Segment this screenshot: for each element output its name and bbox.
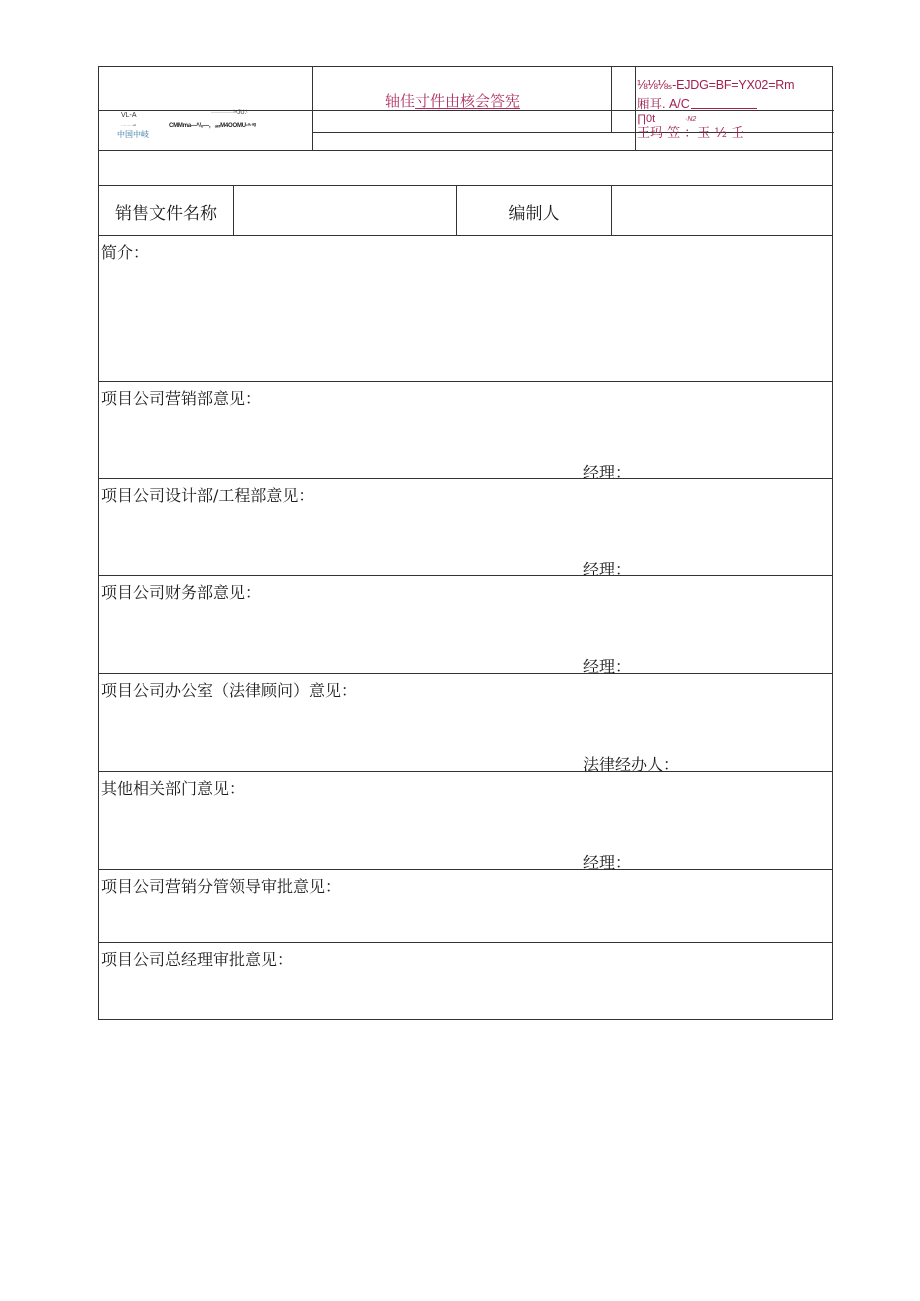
- office-opinion-section[interactable]: [99, 673, 832, 774]
- review-form: [98, 185, 833, 1020]
- finance-opinion-section[interactable]: [99, 575, 832, 676]
- office-opinion-label: 项目公司办公室（法律顾问）意见：: [101, 681, 358, 700]
- header-divider: [99, 110, 312, 111]
- document-page-note: ·N2: [685, 116, 697, 123]
- other-departments-label: 其他相关部门意见：: [101, 779, 246, 798]
- form-header: [98, 66, 833, 151]
- marketing-leader-approval-section[interactable]: [99, 869, 832, 943]
- document-page: ∏0t: [637, 113, 656, 125]
- general-manager-approval-label: 项目公司总经理审批意见：: [101, 950, 294, 969]
- design-manager-signature: 经理：: [583, 560, 632, 579]
- author-field[interactable]: [612, 186, 832, 236]
- document-info-row: [99, 186, 832, 236]
- marketing-leader-approval-label: 项目公司营销分管领导审批意见：: [101, 877, 342, 896]
- marketing-opinion-section[interactable]: [99, 381, 832, 482]
- document-clipped-text: 王玛 笠 ：玉 ¹⁄₂ 壬: [637, 126, 745, 141]
- form-title: [385, 90, 520, 111]
- logo-text: ·········ᵃᵈ: [121, 123, 136, 128]
- design-opinion-section[interactable]: [99, 478, 832, 579]
- header-divider: [635, 67, 636, 150]
- header-divider: [611, 67, 612, 132]
- design-opinion-label: 项目公司设计部/工程部意见：: [101, 486, 315, 505]
- marketing-opinion-label: 项目公司营销部意见：: [101, 389, 262, 408]
- form-title-main: 寸件由核会答宪: [415, 92, 521, 110]
- blank-row: [98, 150, 833, 186]
- finance-opinion-label: 项目公司财务部意见：: [101, 583, 262, 602]
- logo-text: ···········¹ᵃJU.ᵗ: [211, 110, 248, 116]
- revision-underline: [691, 108, 757, 109]
- document-name-label: 销售文件名称: [115, 203, 217, 224]
- marketing-manager-signature: 经理：: [583, 463, 632, 482]
- logo-text: CMMma—ᴷ/ₒ—，ₐₑᵣM4OOMU-ᵃ·ᵃᵍ: [169, 123, 256, 129]
- document-code: ⅛⅛⅛ₛ-EJDG=BF=YX02=Rm: [637, 78, 795, 92]
- company-logo: 中国中岐: [117, 130, 149, 139]
- author-label: 编制人: [508, 203, 560, 224]
- document-name-field[interactable]: [234, 186, 456, 236]
- legal-officer-signature: 法律经办人：: [583, 755, 680, 774]
- other-departments-section[interactable]: [99, 771, 832, 872]
- general-manager-approval-section[interactable]: [99, 942, 832, 1019]
- header-divider: [312, 67, 313, 150]
- finance-manager-signature: 经理：: [583, 657, 632, 676]
- form-title-prefix: 轴佳: [385, 92, 416, 110]
- intro-label: 简介：: [101, 243, 150, 262]
- other-manager-signature: 经理：: [583, 853, 632, 872]
- intro-section[interactable]: [99, 235, 832, 382]
- logo-text: VL-A: [121, 112, 137, 119]
- document-revision: 厢耳. A/C: [637, 97, 690, 111]
